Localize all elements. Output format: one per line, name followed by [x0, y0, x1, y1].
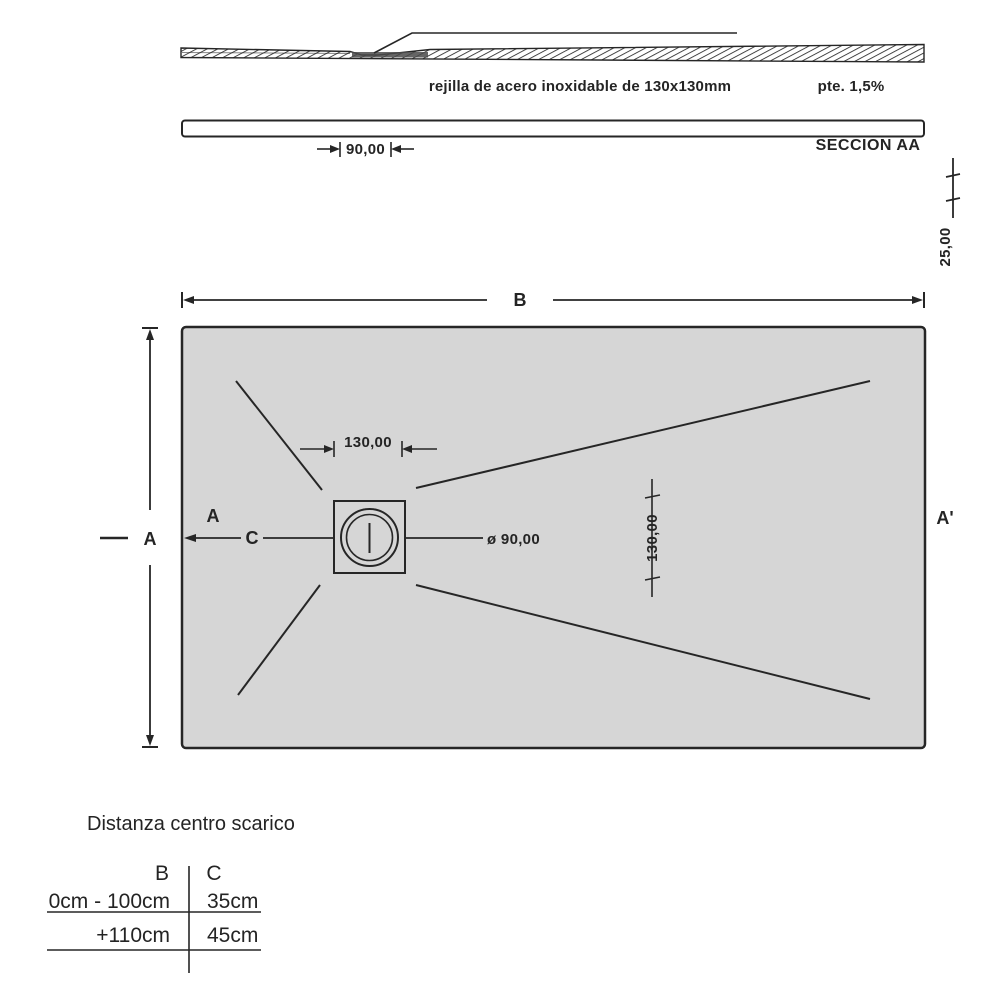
dim-a-arrow-bottom: [146, 735, 154, 746]
dim-90-arrow-left: [330, 145, 340, 153]
slope-note: pte. 1,5%: [817, 78, 885, 95]
dim-90-group: [317, 141, 414, 158]
drain-body-section: [352, 52, 428, 58]
dim-130v-value: 130,00: [644, 514, 661, 562]
dim-a-group: [100, 328, 158, 747]
table-row2-b: +110cm: [96, 924, 170, 947]
plan-view: [100, 290, 954, 748]
table-row: [47, 924, 261, 950]
table-row2-c: 45cm: [207, 924, 259, 947]
offset-label-c: C: [245, 528, 259, 548]
cut-label-left: A: [206, 506, 220, 526]
dim-a-label: A: [143, 529, 157, 549]
table-row1-b: 0cm - 100cm: [48, 890, 170, 913]
dim-90-value: 90,00: [345, 141, 386, 158]
table-header-b: B: [154, 862, 170, 885]
table-row1-c: 35cm: [207, 890, 259, 913]
drain-diameter-value: ø 90,00: [487, 531, 540, 548]
dim-b-label: B: [513, 290, 527, 310]
drain-distance-table: [47, 813, 295, 973]
grate-note: rejilla de acero inoxidable de 130x130mm: [428, 78, 732, 95]
dim-b-arrow-right: [912, 296, 923, 304]
cut-label-right: A': [936, 508, 954, 528]
drain-grate: [334, 501, 405, 573]
section-view: [181, 33, 960, 267]
section-slab-outline: [182, 121, 924, 137]
dim-25-value: 25,00: [937, 227, 954, 267]
section-label: SECCION AA: [815, 137, 921, 154]
dim-25-group: [937, 158, 960, 267]
table-title: Distanza centro scarico: [87, 813, 295, 835]
dim-b-group: [182, 290, 924, 310]
table-header-c: C: [206, 862, 222, 885]
dim-130h-value: 130,00: [344, 434, 392, 451]
table-row: [47, 890, 261, 913]
